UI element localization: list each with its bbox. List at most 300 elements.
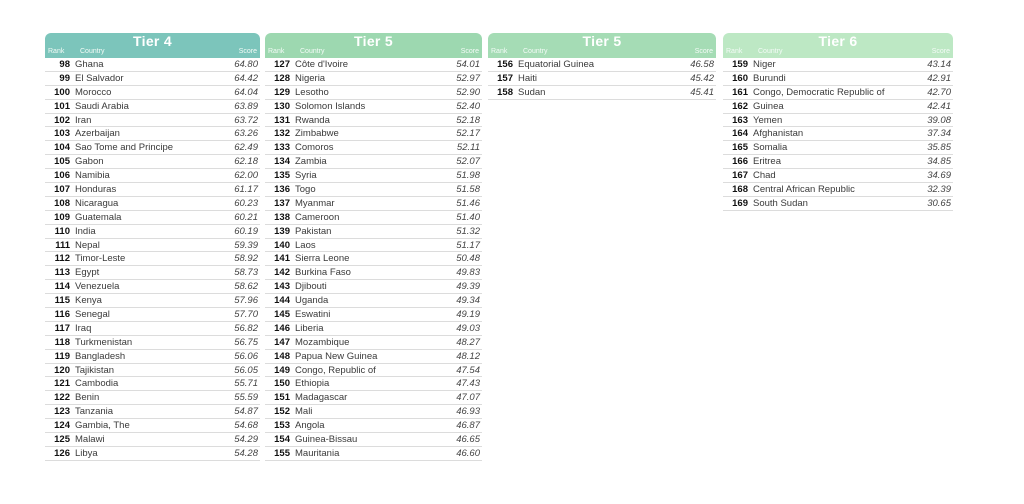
table-row [265, 114, 482, 128]
country-name: Sierra Leone [295, 253, 350, 265]
score-column-header: Score [238, 48, 257, 55]
rank-value: 112 [54, 253, 70, 265]
score-value: 49.19 [456, 308, 480, 320]
table-row [723, 72, 953, 86]
rank-value: 126 [54, 447, 70, 459]
table-row [45, 127, 260, 141]
country-name: Gambia, The [75, 420, 130, 432]
score-value: 42.41 [927, 100, 951, 112]
score-value: 62.18 [234, 156, 258, 168]
score-value: 63.89 [234, 100, 258, 112]
score-value: 49.83 [456, 267, 480, 279]
score-value: 51.58 [456, 183, 480, 195]
score-value: 54.68 [234, 420, 258, 432]
tier-header [265, 33, 482, 58]
rank-value: 122 [54, 392, 70, 404]
score-value: 46.65 [456, 433, 480, 445]
table-row [45, 364, 260, 378]
country-name: Azerbaijan [75, 128, 120, 140]
tier-rows [723, 58, 953, 211]
country-name: Malawi [75, 433, 105, 445]
country-name: Guinea [753, 100, 784, 112]
table-row [45, 405, 260, 419]
table-row [723, 114, 953, 128]
rank-value: 163 [732, 114, 748, 126]
score-value: 48.27 [456, 336, 480, 348]
table-row [265, 86, 482, 100]
table-row [45, 211, 260, 225]
tier-header [723, 33, 953, 58]
tier-rows [488, 58, 716, 100]
country-name: Djibouti [295, 281, 327, 293]
table-row [265, 266, 482, 280]
rank-value: 160 [732, 72, 748, 84]
country-name: Tajikistan [75, 364, 115, 376]
country-column-header: Country [300, 48, 325, 55]
country-name: Guinea-Bissau [295, 433, 358, 445]
table-row [265, 58, 482, 72]
score-value: 30.65 [927, 197, 951, 209]
score-value: 42.70 [927, 86, 951, 98]
rank-value: 164 [732, 128, 748, 140]
table-row [45, 391, 260, 405]
table-row [265, 391, 482, 405]
score-value: 63.72 [234, 114, 258, 126]
table-row [723, 155, 953, 169]
table-row [45, 155, 260, 169]
rank-value: 158 [497, 86, 513, 98]
country-name: Tanzania [75, 406, 114, 418]
score-value: 34.85 [927, 156, 951, 168]
table-row [265, 433, 482, 447]
score-value: 34.69 [927, 170, 951, 182]
score-value: 58.73 [234, 267, 258, 279]
rank-value: 132 [274, 128, 290, 140]
country-name: Cameroon [295, 211, 340, 223]
score-value: 54.28 [234, 447, 258, 459]
table-row [488, 58, 716, 72]
rank-column-header: Rank [726, 48, 743, 55]
score-value: 50.48 [456, 253, 480, 265]
rank-value: 114 [54, 281, 70, 293]
tier-rows [45, 58, 260, 461]
rank-column-header: Rank [491, 48, 508, 55]
score-column-header: Score [694, 48, 713, 55]
rank-column-header: Rank [268, 48, 285, 55]
country-name: Niger [753, 58, 776, 70]
rank-value: 157 [497, 72, 513, 84]
score-value: 57.96 [234, 295, 258, 307]
tier-table-5b [488, 33, 716, 100]
table-row [45, 58, 260, 72]
country-name: Mauritania [295, 447, 340, 459]
score-value: 46.60 [456, 447, 480, 459]
country-name: Bangladesh [75, 350, 126, 362]
rank-value: 140 [274, 239, 290, 251]
table-row [265, 350, 482, 364]
rank-value: 147 [274, 336, 290, 348]
country-name: Equatorial Guinea [518, 58, 595, 70]
country-name: Nicaragua [75, 197, 119, 209]
rank-value: 116 [54, 308, 70, 320]
country-name: Eswatini [295, 308, 331, 320]
country-name: Nepal [75, 239, 100, 251]
score-value: 59.39 [234, 239, 258, 251]
country-name: Saudi Arabia [75, 100, 129, 112]
score-value: 39.08 [927, 114, 951, 126]
rank-value: 136 [274, 183, 290, 195]
table-row [45, 350, 260, 364]
rank-value: 129 [274, 86, 290, 98]
score-value: 54.87 [234, 406, 258, 418]
rank-value: 169 [732, 197, 748, 209]
score-value: 51.17 [456, 239, 480, 251]
table-row [45, 419, 260, 433]
score-value: 64.80 [234, 58, 258, 70]
country-name: Honduras [75, 183, 117, 195]
table-row [723, 58, 953, 72]
tier-table-6 [723, 33, 953, 211]
rank-value: 159 [732, 58, 748, 70]
score-value: 48.12 [456, 350, 480, 362]
rank-value: 109 [54, 211, 70, 223]
country-name: Congo, Democratic Republic of [753, 86, 885, 98]
rank-value: 139 [274, 225, 290, 237]
rank-value: 134 [274, 156, 290, 168]
score-value: 52.17 [456, 128, 480, 140]
rank-value: 131 [274, 114, 290, 126]
score-value: 56.06 [234, 350, 258, 362]
country-name: Morocco [75, 86, 112, 98]
table-row [45, 294, 260, 308]
country-name: Sudan [518, 86, 546, 98]
country-name: Turkmenistan [75, 336, 133, 348]
country-name: Senegal [75, 308, 110, 320]
score-value: 61.17 [234, 183, 258, 195]
country-name: Iraq [75, 322, 92, 334]
table-row [45, 141, 260, 155]
rank-value: 107 [54, 183, 70, 195]
rank-value: 101 [54, 100, 70, 112]
table-row [488, 72, 716, 86]
country-name: Lesotho [295, 86, 329, 98]
rank-value: 115 [54, 295, 70, 307]
country-column-header: Country [523, 48, 548, 55]
score-value: 47.43 [456, 378, 480, 390]
score-value: 58.62 [234, 281, 258, 293]
rank-value: 155 [274, 447, 290, 459]
table-row [45, 377, 260, 391]
rank-value: 99 [59, 72, 70, 84]
country-name: Egypt [75, 267, 100, 279]
rank-value: 133 [274, 142, 290, 154]
rank-value: 100 [54, 86, 70, 98]
country-name: Ethiopia [295, 378, 330, 390]
country-name: Côte d'Ivoire [295, 58, 349, 70]
score-value: 47.54 [456, 364, 480, 376]
country-name: Timor-Leste [75, 253, 126, 265]
score-value: 58.92 [234, 253, 258, 265]
rank-value: 161 [732, 86, 748, 98]
rank-value: 141 [274, 253, 290, 265]
rank-value: 128 [274, 72, 290, 84]
score-value: 49.03 [456, 322, 480, 334]
rank-value: 156 [497, 58, 513, 70]
table-row [45, 100, 260, 114]
score-column-header: Score [460, 48, 479, 55]
rank-value: 138 [274, 211, 290, 223]
country-name: Madagascar [295, 392, 348, 404]
score-value: 43.14 [927, 58, 951, 70]
table-row [265, 364, 482, 378]
rank-value: 130 [274, 100, 290, 112]
score-value: 47.07 [456, 392, 480, 404]
score-value: 49.34 [456, 295, 480, 307]
score-value: 51.46 [456, 197, 480, 209]
country-name: Venezuela [75, 281, 120, 293]
country-column-header: Country [80, 48, 105, 55]
table-row [723, 100, 953, 114]
rank-value: 111 [55, 239, 70, 251]
rank-value: 108 [54, 197, 70, 209]
score-value: 52.40 [456, 100, 480, 112]
table-row [265, 377, 482, 391]
country-name: India [75, 225, 96, 237]
rank-value: 118 [54, 336, 70, 348]
rank-value: 166 [732, 156, 748, 168]
tier-rows [265, 58, 482, 461]
country-name: Zambia [295, 156, 327, 168]
rank-value: 135 [274, 170, 290, 182]
tier-title: Tier 5 [582, 33, 622, 49]
rank-value: 120 [54, 364, 70, 376]
table-row [265, 280, 482, 294]
country-name: Yemen [753, 114, 783, 126]
score-value: 63.26 [234, 128, 258, 140]
score-value: 54.01 [456, 58, 480, 70]
table-row [265, 336, 482, 350]
score-value: 42.91 [927, 72, 951, 84]
rank-value: 168 [732, 183, 748, 195]
score-value: 52.07 [456, 156, 480, 168]
table-row [488, 86, 716, 100]
country-name: Zimbabwe [295, 128, 339, 140]
rank-value: 121 [54, 378, 70, 390]
country-name: Pakistan [295, 225, 332, 237]
country-name: Nigeria [295, 72, 326, 84]
score-value: 51.32 [456, 225, 480, 237]
country-name: Kenya [75, 295, 102, 307]
rank-value: 105 [54, 156, 70, 168]
score-value: 51.40 [456, 211, 480, 223]
country-name: Syria [295, 170, 317, 182]
rank-value: 110 [54, 225, 70, 237]
country-name: Papua New Guinea [295, 350, 378, 362]
country-name: Afghanistan [753, 128, 804, 140]
table-row [265, 294, 482, 308]
country-name: Myanmar [295, 197, 335, 209]
rank-value: 102 [54, 114, 70, 126]
score-value: 60.23 [234, 197, 258, 209]
tier-table-4 [45, 33, 260, 461]
score-value: 45.42 [690, 72, 714, 84]
score-value: 46.87 [456, 420, 480, 432]
country-name: Libya [75, 447, 98, 459]
table-row [45, 239, 260, 253]
score-value: 60.21 [234, 211, 258, 223]
score-value: 56.05 [234, 364, 258, 376]
tier-header [45, 33, 260, 58]
score-value: 37.34 [927, 128, 951, 140]
table-row [265, 100, 482, 114]
rank-value: 119 [54, 350, 70, 362]
rank-value: 167 [732, 170, 748, 182]
country-name: Rwanda [295, 114, 330, 126]
table-row [45, 114, 260, 128]
rank-value: 148 [274, 350, 290, 362]
table-row [265, 141, 482, 155]
score-value: 64.04 [234, 86, 258, 98]
tier-title: Tier 6 [818, 33, 858, 49]
table-row [265, 419, 482, 433]
rank-value: 151 [274, 392, 290, 404]
country-name: Central African Republic [753, 183, 855, 195]
table-row [265, 308, 482, 322]
table-row [45, 322, 260, 336]
score-value: 56.75 [234, 336, 258, 348]
rank-value: 106 [54, 170, 70, 182]
score-value: 32.39 [927, 183, 951, 195]
tier-title: Tier 4 [133, 33, 172, 49]
table-row [265, 127, 482, 141]
country-name: Namibia [75, 170, 110, 182]
score-value: 49.39 [456, 281, 480, 293]
table-row [265, 169, 482, 183]
table-row [723, 169, 953, 183]
rank-value: 145 [274, 308, 290, 320]
table-row [265, 447, 482, 461]
rank-value: 104 [54, 142, 70, 154]
table-row [265, 197, 482, 211]
country-name: Somalia [753, 142, 788, 154]
country-name: Uganda [295, 295, 329, 307]
table-row [723, 183, 953, 197]
rank-value: 98 [59, 58, 70, 70]
country-name: Iran [75, 114, 92, 126]
table-row [265, 225, 482, 239]
country-name: Ghana [75, 58, 104, 70]
score-value: 60.19 [234, 225, 258, 237]
country-name: Guatemala [75, 211, 122, 223]
country-name: El Salvador [75, 72, 124, 84]
score-value: 45.41 [690, 86, 714, 98]
rank-value: 154 [274, 433, 290, 445]
score-value: 64.42 [234, 72, 258, 84]
country-name: Burkina Faso [295, 267, 351, 279]
country-name: South Sudan [753, 197, 808, 209]
rank-value: 162 [732, 100, 748, 112]
country-name: Sao Tome and Principe [75, 142, 174, 154]
rank-value: 137 [274, 197, 290, 209]
rank-value: 117 [54, 322, 70, 334]
score-value: 51.98 [456, 170, 480, 182]
table-row [45, 252, 260, 266]
country-name: Haiti [518, 72, 538, 84]
table-row [45, 225, 260, 239]
country-name: Chad [753, 170, 776, 182]
score-value: 57.70 [234, 308, 258, 320]
table-row [45, 72, 260, 86]
score-value: 54.29 [234, 433, 258, 445]
table-row [45, 280, 260, 294]
score-value: 56.82 [234, 322, 258, 334]
table-row [45, 308, 260, 322]
table-row [265, 322, 482, 336]
rank-value: 113 [54, 267, 70, 279]
table-row [265, 252, 482, 266]
country-name: Congo, Republic of [295, 364, 376, 376]
score-column-header: Score [931, 48, 950, 55]
table-row [45, 266, 260, 280]
rank-value: 153 [274, 420, 290, 432]
table-row [265, 211, 482, 225]
score-value: 55.71 [234, 378, 258, 390]
table-row [265, 239, 482, 253]
rank-value: 127 [274, 58, 290, 70]
country-name: Angola [295, 420, 325, 432]
table-row [45, 433, 260, 447]
table-row [45, 447, 260, 461]
table-row [45, 169, 260, 183]
rank-column-header: Rank [48, 48, 65, 55]
tier-table-5 [265, 33, 482, 461]
rank-value: 149 [274, 364, 290, 376]
rank-value: 144 [274, 295, 290, 307]
country-name: Comoros [295, 142, 334, 154]
rank-value: 146 [274, 322, 290, 334]
table-row [723, 127, 953, 141]
score-value: 52.11 [456, 142, 480, 154]
country-name: Laos [295, 239, 316, 251]
rank-value: 103 [54, 128, 70, 140]
table-row [45, 183, 260, 197]
score-value: 46.93 [456, 406, 480, 418]
table-row [265, 155, 482, 169]
country-name: Togo [295, 183, 316, 195]
rank-value: 152 [274, 406, 290, 418]
table-row [723, 86, 953, 100]
table-row [45, 86, 260, 100]
country-name: Eritrea [753, 156, 781, 168]
rank-value: 125 [54, 433, 70, 445]
score-value: 35.85 [927, 142, 951, 154]
table-row [45, 197, 260, 211]
country-name: Benin [75, 392, 100, 404]
table-row [265, 183, 482, 197]
tier-header [488, 33, 716, 58]
table-row [265, 405, 482, 419]
country-name: Gabon [75, 156, 104, 168]
country-name: Mali [295, 406, 313, 418]
score-value: 55.59 [234, 392, 258, 404]
rank-value: 142 [274, 267, 290, 279]
score-value: 62.00 [234, 170, 258, 182]
country-column-header: Country [758, 48, 783, 55]
rank-value: 143 [274, 281, 290, 293]
score-value: 62.49 [234, 142, 258, 154]
score-value: 46.58 [690, 58, 714, 70]
score-value: 52.97 [456, 72, 480, 84]
